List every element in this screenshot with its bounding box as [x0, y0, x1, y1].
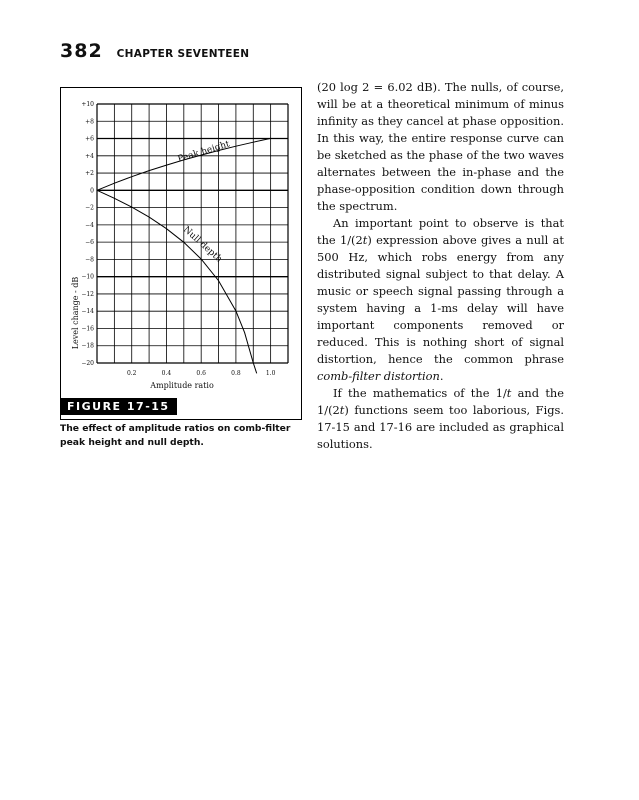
y-tick-label: +6	[85, 135, 94, 143]
y-tick-label: −4	[85, 221, 94, 229]
peak-height-label: Peak height	[176, 139, 231, 165]
y-tick-label: +4	[85, 152, 94, 160]
y-tick-label: +10	[81, 101, 94, 108]
y-tick-label: −6	[85, 239, 94, 247]
x-tick-label: 0.8	[231, 370, 241, 377]
figure-label: FIGURE 17-15	[60, 398, 177, 415]
x-axis-label: Amplitude ratio	[150, 381, 214, 390]
x-tick-label: 1.0	[265, 370, 276, 377]
figure-frame	[60, 87, 302, 420]
y-tick-label: −10	[81, 273, 94, 281]
y-tick-label: −18	[81, 342, 94, 350]
y-tick-label: −2	[85, 204, 94, 212]
emphasis-term: comb-filter distortion	[317, 369, 440, 383]
null-depth-label: Null depth	[180, 224, 224, 265]
paragraph-1: (20 log 2 = 6.02 dB). The nulls, of course, will be at a theoretical minimum of minus infinity as they cancel at phase opposition. In this way, the entire response curve can be sketched as the phase of the two waves alternates between the in-phase and the phase-opposition condition down through the spectrum.	[317, 80, 564, 213]
chapter-title: CHAPTER SEVENTEEN	[116, 48, 250, 60]
body-text	[317, 79, 564, 453]
y-tick-label: −8	[85, 256, 94, 264]
y-tick-label: −12	[81, 290, 94, 298]
x-tick-labels	[127, 370, 276, 377]
x-tick-label: 0.2	[126, 370, 137, 377]
y-tick-labels	[81, 101, 94, 367]
paragraph-3: If the mathematics of the 1/t and the 1/(2t) functions seem too laborious, Figs. 17-15 and 17-16 are included as graphical solutions.	[317, 386, 564, 451]
y-tick-label: −20	[81, 360, 94, 367]
x-tick-label: 0.4	[161, 370, 172, 377]
y-tick-label: +2	[85, 170, 94, 178]
paragraph-2: An important point to observe is that the 1/(2t) expression above gives a null at 500 Hz, which robs energy from any distributed signal subject to that delay. A music or speech signal passing through a system having a 1-ms delay will have important components removed or reduced. This is nothing short of signal distortion, hence the common phrase comb-filter distortion.	[317, 216, 564, 383]
figure-caption: The effect of amplitude ratios on comb-filter peak height and null depth.	[60, 423, 291, 448]
y-axis-label: Level change - dB	[71, 276, 80, 350]
y-tick-label: +8	[85, 118, 94, 126]
running-header	[60, 40, 249, 62]
y-tick-label: 0	[90, 187, 94, 195]
comb-filter-chart	[61, 88, 303, 421]
y-tick-label: −16	[81, 325, 94, 333]
page-number: 382	[60, 40, 103, 62]
x-tick-label: 0.6	[196, 370, 206, 377]
y-tick-label: −14	[81, 308, 94, 316]
